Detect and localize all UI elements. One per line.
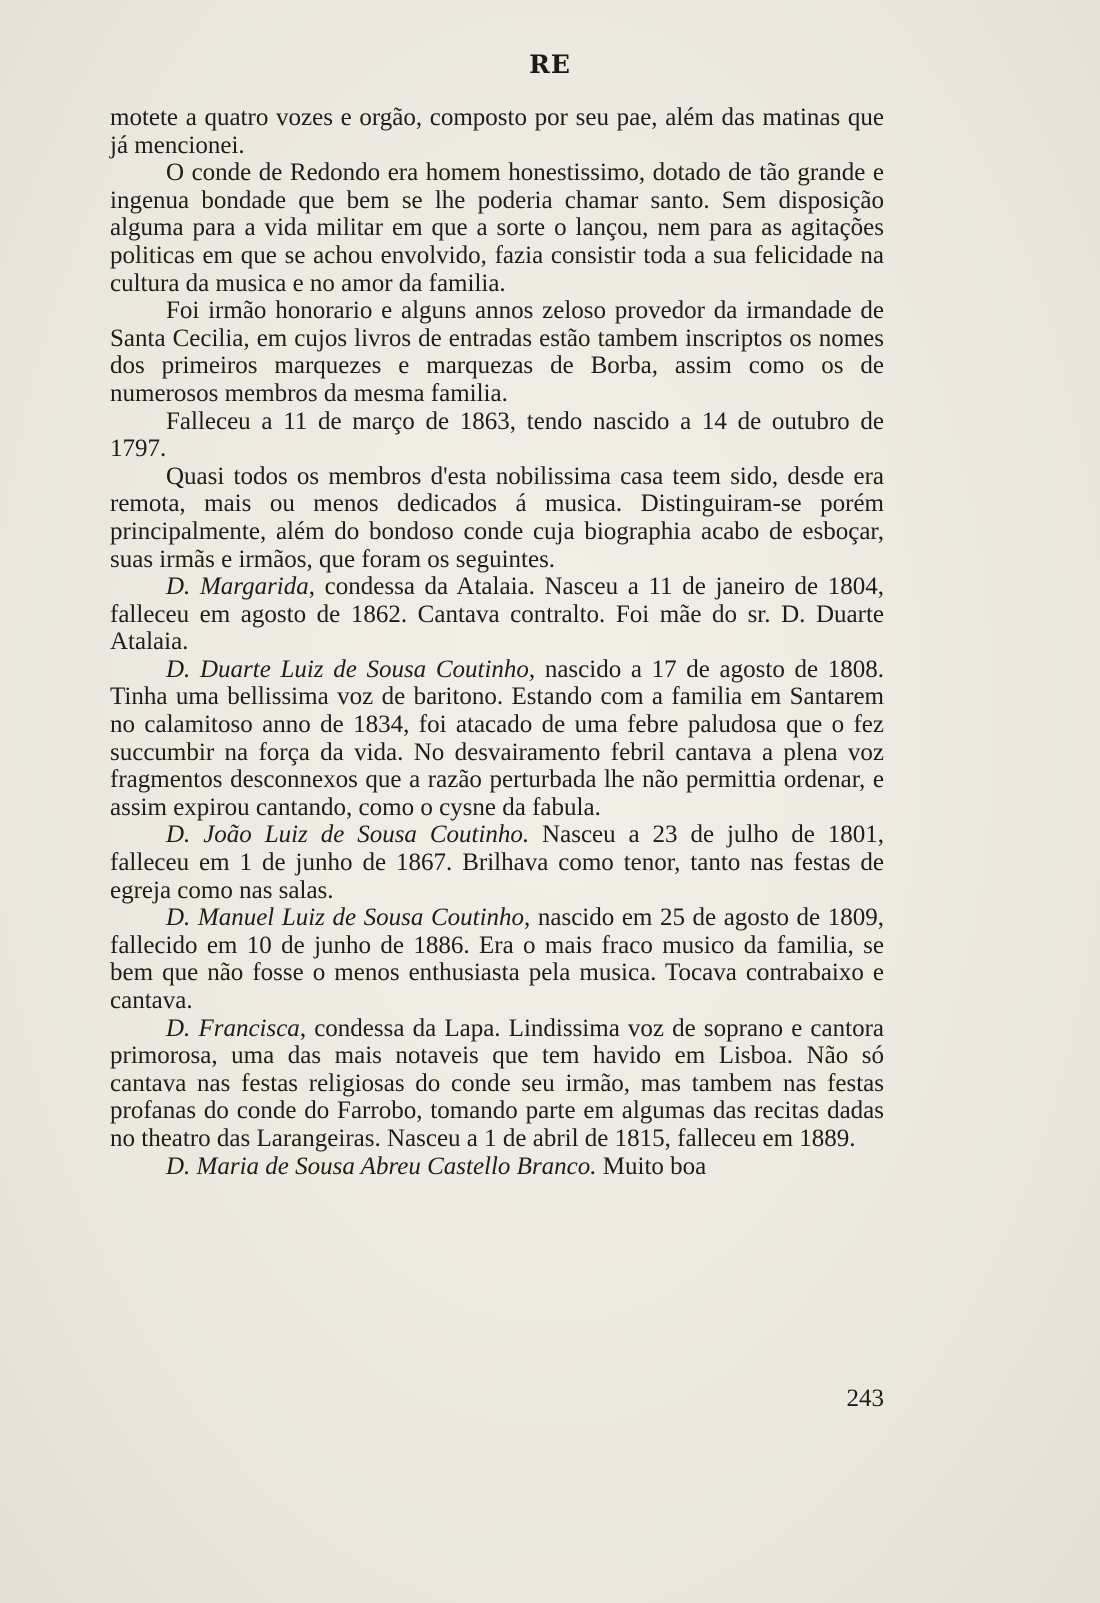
paragraph-text: motete a quatro vozes e orgão, composto por seu pae, além das matinas que já mencionei. bbox=[110, 104, 884, 159]
paragraph-text: Quasi todos os membros d'esta nobilissima casa teem sido, desde era remota, mais ou menos dedicados á musica. Distinguiram-se porém principalmente, além do bondoso conde cuja biographia acabo de esboçar, suas irmãs e irmãos, que foram os seguintes. bbox=[110, 462, 884, 573]
paragraph-text: nascido a 17 de agosto de 1808. Tinha uma bellissima voz de baritono. Estando com a familia em Santarem no calamitoso anno de 1834, foi atacado de uma febre paludosa que o fez succumbir na força da vida. No desvairamento febril cantava a plena voz fragmentos desconnexos que a razão perturbada lhe não permittia ordenar, e assim expirou cantando, como o cysne da fabula. bbox=[110, 655, 884, 821]
paragraph bbox=[110, 408, 884, 463]
body-text bbox=[110, 104, 884, 1180]
person-name: D. João Luiz de Sousa Coutinho. bbox=[166, 821, 530, 849]
biography-entry bbox=[110, 656, 884, 822]
person-name: D. Margarida bbox=[166, 573, 309, 601]
biography-entry bbox=[110, 1015, 884, 1153]
biography-entry bbox=[110, 1153, 884, 1181]
paragraph bbox=[110, 297, 884, 407]
biography-entry bbox=[110, 573, 884, 656]
page-number: 243 bbox=[846, 1385, 884, 1412]
paragraph-text: Foi irmão honorario e alguns annos zeloso provedor da irmandade de Santa Cecilia, em cujos livros de entradas estão tambem inscriptos os nomes dos primeiros marquezes e marquezas de Borba, assim como os de numerosos membros da mesma familia. bbox=[110, 297, 884, 407]
paragraph bbox=[110, 463, 884, 573]
biography-entry bbox=[110, 821, 884, 904]
person-name: D. Francisca bbox=[166, 1014, 300, 1042]
paragraph-text: Falleceu a 11 de março de 1863, tendo nascido a 14 de outubro de 1797. bbox=[110, 407, 884, 463]
paragraph-text: , nascido em 25 de agosto de 1809, fallecido em 10 de junho de 1886. Era o mais fraco musico da familia, se bem que não fosse o menos enthusiasta pela musica. Tocava contrabaixo e cantava. bbox=[110, 904, 884, 1014]
person-name: D. Maria de Sousa Abreu Castello Branco. bbox=[166, 1152, 597, 1180]
paragraph-text: O conde de Redondo era homem honestissimo, dotado de tão grande e ingenua bondade que bem se lhe poderia chamar santo. Sem disposição alguma para a vida militar em que a sorte o lançou, nem para as agitações politicas em que se achou envolvido, fazia consistir toda a sua felicidade na cultura da musica e no amor da familia. bbox=[110, 159, 884, 297]
paragraph bbox=[110, 104, 884, 159]
paragraph-text: , condessa da Atalaia. Nasceu a 11 de janeiro de 1804, falleceu em agosto de 1862. Cantava contralto. Foi mãe do sr. D. Duarte Atalaia. bbox=[110, 573, 884, 656]
paragraph-text: , condessa da Lapa. Lindissima voz de soprano e cantora primorosa, uma das mais notaveis que tem havido em Lisboa. Não só cantava nas festas religiosas do conde seu irmão, mas tambem nas festas profanas do conde do Farrobo, tomando parte em algumas das recitas dadas no theatro das Larangeiras. Nasceu a 1 de abril de 1815, falleceu em 1889. bbox=[110, 1014, 884, 1152]
paragraph-text: Nasceu a 23 de julho de 1801, falleceu em 1 de junho de 1867. Brilhava como tenor, tanto nas festas de egreja como nas salas. bbox=[110, 821, 884, 904]
paragraph-text: Muito boa bbox=[596, 1152, 707, 1180]
person-name: D. Duarte Luiz de Sousa Coutinho, bbox=[166, 655, 536, 683]
person-name: D. Manuel Luiz de Sousa Coutinho bbox=[166, 904, 525, 932]
paragraph bbox=[110, 159, 884, 297]
running-head: RE bbox=[529, 50, 571, 79]
biography-entry bbox=[110, 904, 884, 1014]
